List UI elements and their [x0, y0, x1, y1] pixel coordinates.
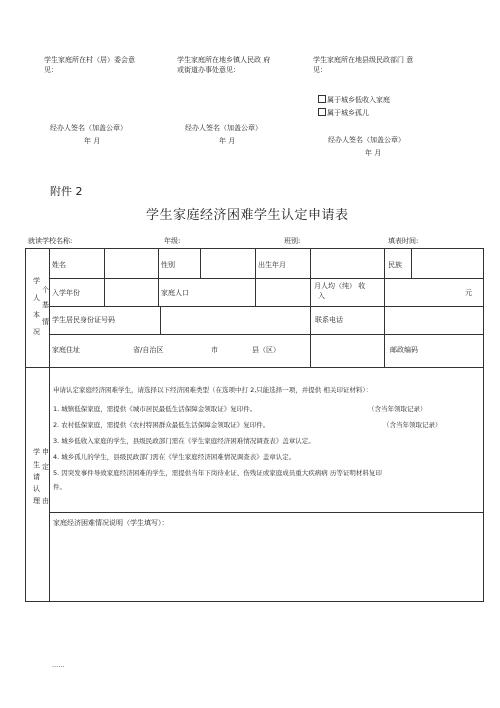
- checkbox-icon[interactable]: [318, 108, 326, 116]
- village-opinion-line2: 见：: [44, 66, 58, 74]
- postcode-label: 邮政编码: [390, 346, 418, 354]
- sign1: [50, 123, 127, 146]
- table-border-left: [25, 248, 26, 602]
- table-border-bottom: [25, 601, 484, 602]
- enroll-year-label: 入学年份: [52, 289, 80, 297]
- name-label: 姓名: [52, 261, 66, 269]
- province-label: 省/自治区: [133, 346, 164, 354]
- reason-intro: 申请认定家庭经济困难学生，请选择以下经济困难类型（在选项中打 2,只能选择一项，并提供 相关印证材料）：: [53, 386, 373, 394]
- checkbox-icon[interactable]: [318, 95, 326, 103]
- city-label: 市: [211, 346, 218, 354]
- income-label-line2: 入: [318, 292, 325, 300]
- gender-field[interactable]: [201, 249, 254, 277]
- reason-section-char: 申: [42, 448, 49, 456]
- sign3-label: 经办人签名（加盖公章）: [328, 136, 405, 144]
- id-card-field[interactable]: [161, 307, 309, 333]
- explain-textarea[interactable]: [51, 530, 481, 598]
- sign1-date: 年 月: [84, 137, 101, 145]
- explain-label: 家庭经济困难情况说明（学生填写）：: [53, 519, 169, 527]
- orphan-label: 属于城乡孤儿: [327, 109, 369, 117]
- address-field[interactable]: [90, 335, 309, 366]
- reason-item-1[interactable]: [53, 404, 256, 414]
- class-label: 班别:: [284, 237, 301, 245]
- section-divider: [25, 367, 484, 368]
- reason-section-char: 理: [33, 497, 40, 505]
- sign2-date: 年 月: [219, 137, 236, 145]
- table-border-right: [483, 248, 484, 602]
- reason-section-char: 认: [33, 485, 40, 493]
- reason-item-2-note: （含当年领取记录）: [383, 421, 442, 429]
- address-label: 家庭住址: [52, 346, 80, 354]
- reason-item-2-text: 2. 农村低保家庭，需提供《农村特困群众最低生活保障金领取证》复印件。: [53, 421, 270, 429]
- sign1-label: 经办人签名（加盖公章）: [50, 124, 127, 132]
- reason-item-4[interactable]: 4. 城乡孤儿的学生，县级民政部门需在《学生家庭经济困难情况调查表》盖章认定。: [53, 453, 296, 461]
- county-label: 县（区）: [252, 346, 280, 354]
- col-divider: [310, 306, 311, 367]
- village-opinion: [44, 55, 135, 75]
- col-divider: [158, 248, 159, 306]
- school-label: 就读学校名称:: [28, 237, 73, 245]
- income-label-line1: 月人均（纯） 收: [314, 282, 366, 290]
- birth-label: 出生年月: [258, 261, 286, 269]
- ethnic-label: 民族: [388, 261, 402, 269]
- sign2: [185, 123, 262, 146]
- gender-label: 性别: [161, 261, 175, 269]
- basic-section-char: 人: [33, 294, 40, 302]
- enroll-year-field[interactable]: [105, 279, 157, 305]
- id-card-label: 学生居民身份证号码: [52, 316, 115, 324]
- sign3-date: 年 月: [365, 149, 382, 157]
- income-field[interactable]: [385, 279, 457, 305]
- postcode-field[interactable]: [430, 335, 482, 366]
- sign3: [328, 135, 405, 158]
- reason-item-2[interactable]: [53, 420, 269, 430]
- county-opinion-line2: 见：: [313, 66, 327, 74]
- annex-label: 附件 2: [50, 185, 83, 198]
- footer-mark: ......: [52, 661, 65, 669]
- low-income-checkbox-row[interactable]: [318, 95, 390, 105]
- town-opinion: [177, 55, 270, 75]
- reason-section-char: 学: [33, 448, 40, 456]
- town-opinion-line2: 或街道办事处意见：: [177, 66, 240, 74]
- reason-section-char: 由: [42, 497, 49, 505]
- phone-label: 联系电话: [315, 316, 343, 324]
- basic-section-char: 情: [42, 318, 49, 326]
- name-field[interactable]: [105, 249, 157, 277]
- basic-section-char: 本: [33, 311, 40, 319]
- reason-item-1-note: （含当年领取记录）: [368, 405, 427, 413]
- basic-section-char: 况: [33, 328, 40, 336]
- reason-section-char: 生: [33, 461, 40, 469]
- row-divider: [49, 512, 484, 513]
- reason-item-3[interactable]: 3. 城乡低收入家庭的学生，县级民政部门需在《学生家庭经济困难情况调查表》盖章认定。: [53, 437, 315, 445]
- reason-item-1-text: 1. 城镇低保家庭，需提供《城市居民最低生活保障金领取证》复印件。: [53, 405, 257, 413]
- orphan-checkbox-row[interactable]: [318, 108, 369, 118]
- reason-section-char: 请: [33, 473, 40, 481]
- county-opinion: [313, 55, 413, 75]
- sign2-label: 经办人签名（加盖公章）: [185, 124, 262, 132]
- family-pop-label: 家庭人口: [161, 289, 189, 297]
- phone-field[interactable]: [385, 307, 482, 333]
- town-opinion-line1: 学生家庭所在地乡镇人民政 府: [177, 56, 271, 64]
- reason-item-5-cont: 件。: [53, 483, 66, 491]
- reason-section-char: 定: [42, 463, 49, 471]
- basic-section-char: 学: [33, 277, 40, 285]
- ethnic-field[interactable]: [412, 249, 483, 277]
- grade-label: 年级:: [164, 237, 181, 245]
- family-pop-field[interactable]: [256, 279, 309, 305]
- fill-date-label: 填表时间:: [388, 237, 419, 245]
- basic-section-char: 基: [42, 301, 49, 309]
- village-opinion-line1: 学生家庭所在村（居）委会意: [44, 56, 135, 64]
- section-label-divider: [49, 248, 50, 602]
- county-opinion-line1: 学生家庭所在地县级民政部门 意: [313, 56, 414, 64]
- birth-field[interactable]: [311, 249, 383, 277]
- reason-item-5[interactable]: 5. 因突发事件导致家庭经济困难的学生，需提供当年下岗待业证、伤残证或家庭成员重大疾病病 历等证明材料复印: [53, 469, 382, 477]
- page-title: 学生家庭经济困难学生认定申请表: [146, 208, 349, 223]
- low-income-label: 属于城乡低收入家庭: [327, 96, 390, 104]
- basic-section-char: 个: [42, 286, 49, 294]
- income-label: [314, 281, 365, 301]
- yuan-label: 元: [465, 289, 472, 297]
